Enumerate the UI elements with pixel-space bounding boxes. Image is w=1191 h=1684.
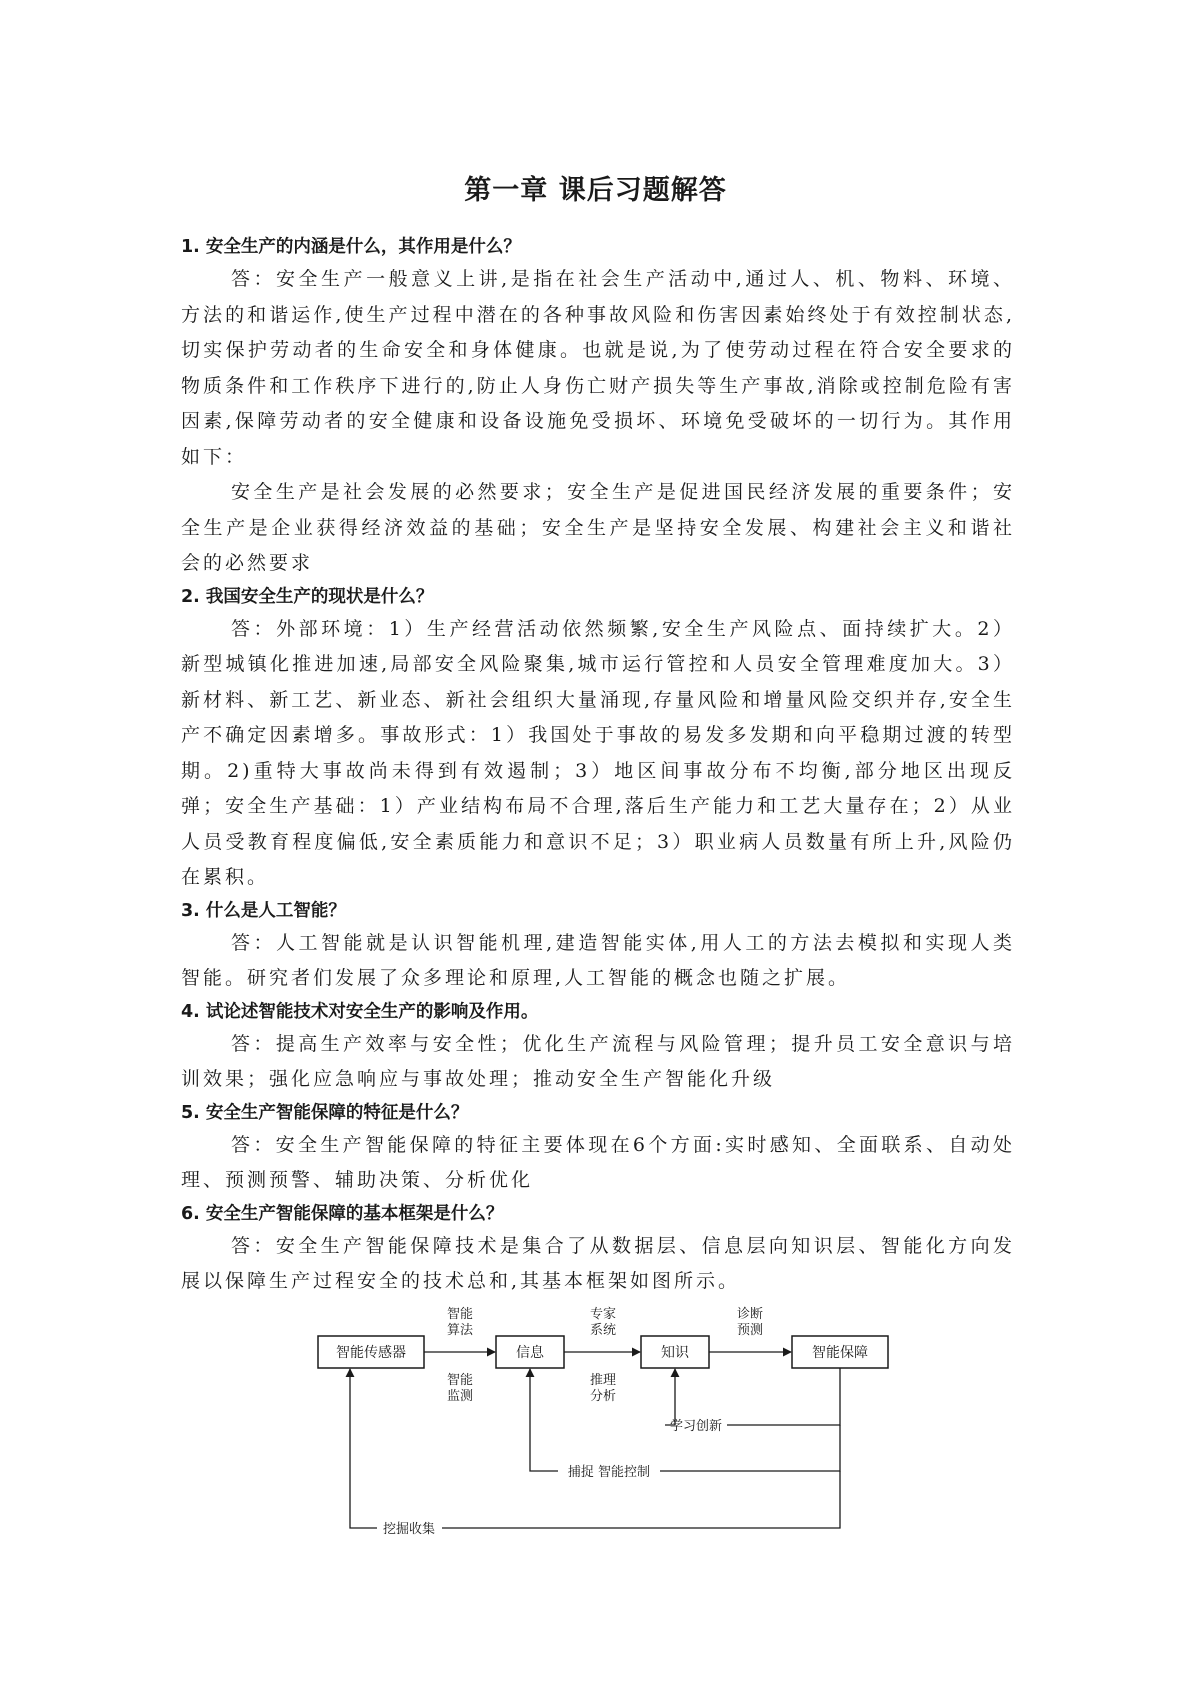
question-6: 6. 安全生产智能保障的基本框架是什么？	[181, 1203, 504, 1224]
box-knowledge-label: 知识	[661, 1345, 689, 1361]
feedback-learn-line-left	[665, 1369, 675, 1425]
label-reason-2: 分析	[589, 1389, 617, 1404]
answer-2-paragraph-1: 答：外部环境：1）生产经营活动依然频繁,安全生产风险点、面持续扩大。2）新型城镇化推进加速,局部安全风险聚集,城市运行管控和人员安全管理难度加大。3）新材料、新工艺、新业态、新社会组织大量涌现,存量风险和增量风险交织并存,安全生产不确定因素增多。事故形式：1）我国处于事故的易发多发期和向平稳期过渡的转型期。2)重特大事故尚未得到有效遏制；3）地区间事故分布不均衡,部分地区出现反弹；安全生产基础：1）产业结构布局不合理,落后生产能力和工艺大量存在；2）从业人员受教育程度偏低,安全素质能力和意识不足；3）职业病人员数量有所上升,风险仍在累积。	[181, 617, 1015, 888]
label-expert-1: 专家	[589, 1307, 617, 1322]
label-monitor-1: 智能	[446, 1373, 474, 1388]
answer-1-paragraph-2: 安全生产是社会发展的必然要求；安全生产是促进国民经济发展的重要条件；安全生产是企业获得经济效益的基础；安全生产是坚持安全发展、构建社会主义和谐社会的必然要求	[181, 481, 1015, 574]
label-monitor-2: 监测	[446, 1389, 474, 1404]
answer-5-paragraph-1: 答：安全生产智能保障的特征主要体现在6个方面:实时感知、全面联系、自动处理、预测预警、辅助决策、分析优化	[181, 1133, 1015, 1191]
box-info-label: 信息	[516, 1345, 544, 1361]
label-learn: 学习创新	[669, 1419, 723, 1434]
feedback-capture-line-left	[530, 1369, 558, 1471]
label-mine: 挖掘收集	[382, 1522, 436, 1537]
label-algo-1: 智能	[446, 1307, 474, 1322]
feedback-mine-line-left	[350, 1369, 377, 1528]
answer-1-paragraph-1: 答：安全生产一般意义上讲,是指在社会生产活动中,通过人、机、物料、环境、方法的和谐运作,使生产过程中潜在的各种事故风险和伤害因素始终处于有效控制状态,切实保护劳动者的生命安全和身体健康。也就是说,为了使劳动过程在符合安全要求的物质条件和工作秩序下进行的,防止人身伤亡财产损失等生产事故,消除或控制危险有害因素,保障劳动者的安全健康和设备设施免受损坏、环境免受破坏的一切行为。其作用如下：	[181, 268, 1015, 468]
feedback-learn-line-right	[727, 1368, 840, 1425]
content	[181, 232, 1015, 1300]
framework-diagram	[300, 1304, 900, 1544]
label-algo-2: 算法	[446, 1323, 474, 1338]
answer-6-paragraph-1: 答：安全生产智能保障技术是集合了从数据层、信息层向知识层、智能化方向发展以保障生产过程安全的技术总和,其基本框架如图所示。	[181, 1234, 1015, 1292]
question-4: 4. 试论述智能技术对安全生产的影响及作用。	[181, 1001, 539, 1022]
label-expert-2: 系统	[589, 1323, 617, 1338]
answer-3-paragraph-1: 答：人工智能就是认识智能机理,建造智能实体,用人工的方法去模拟和实现人类智能。研究者们发展了众多理论和原理,人工智能的概念也随之扩展。	[181, 931, 1015, 989]
framework-diagram-svg	[300, 1304, 900, 1544]
question-3: 3. 什么是人工智能？	[181, 900, 346, 921]
label-diagnose-1: 诊断	[736, 1307, 764, 1322]
label-diagnose-2: 预测	[736, 1323, 764, 1338]
label-reason-1: 推理	[589, 1373, 617, 1388]
box-sensor-label: 智能传感器	[336, 1345, 406, 1361]
question-2: 2. 我国安全生产的现状是什么？	[181, 586, 434, 607]
question-5: 5. 安全生产智能保障的特征是什么？	[181, 1102, 469, 1123]
box-guarantee-label: 智能保障	[812, 1345, 868, 1361]
question-1: 1. 安全生产的内涵是什么，其作用是什么？	[181, 237, 521, 257]
answer-4-paragraph-1: 答：提高生产效率与安全性；优化生产流程与风险管理；提升员工安全意识与培训效果；强化应急响应与事故处理；推动安全生产智能化升级	[181, 1032, 1015, 1090]
page-title: 第一章 课后习题解答	[464, 175, 727, 206]
label-capture: 捕捉 智能控制	[567, 1465, 651, 1480]
